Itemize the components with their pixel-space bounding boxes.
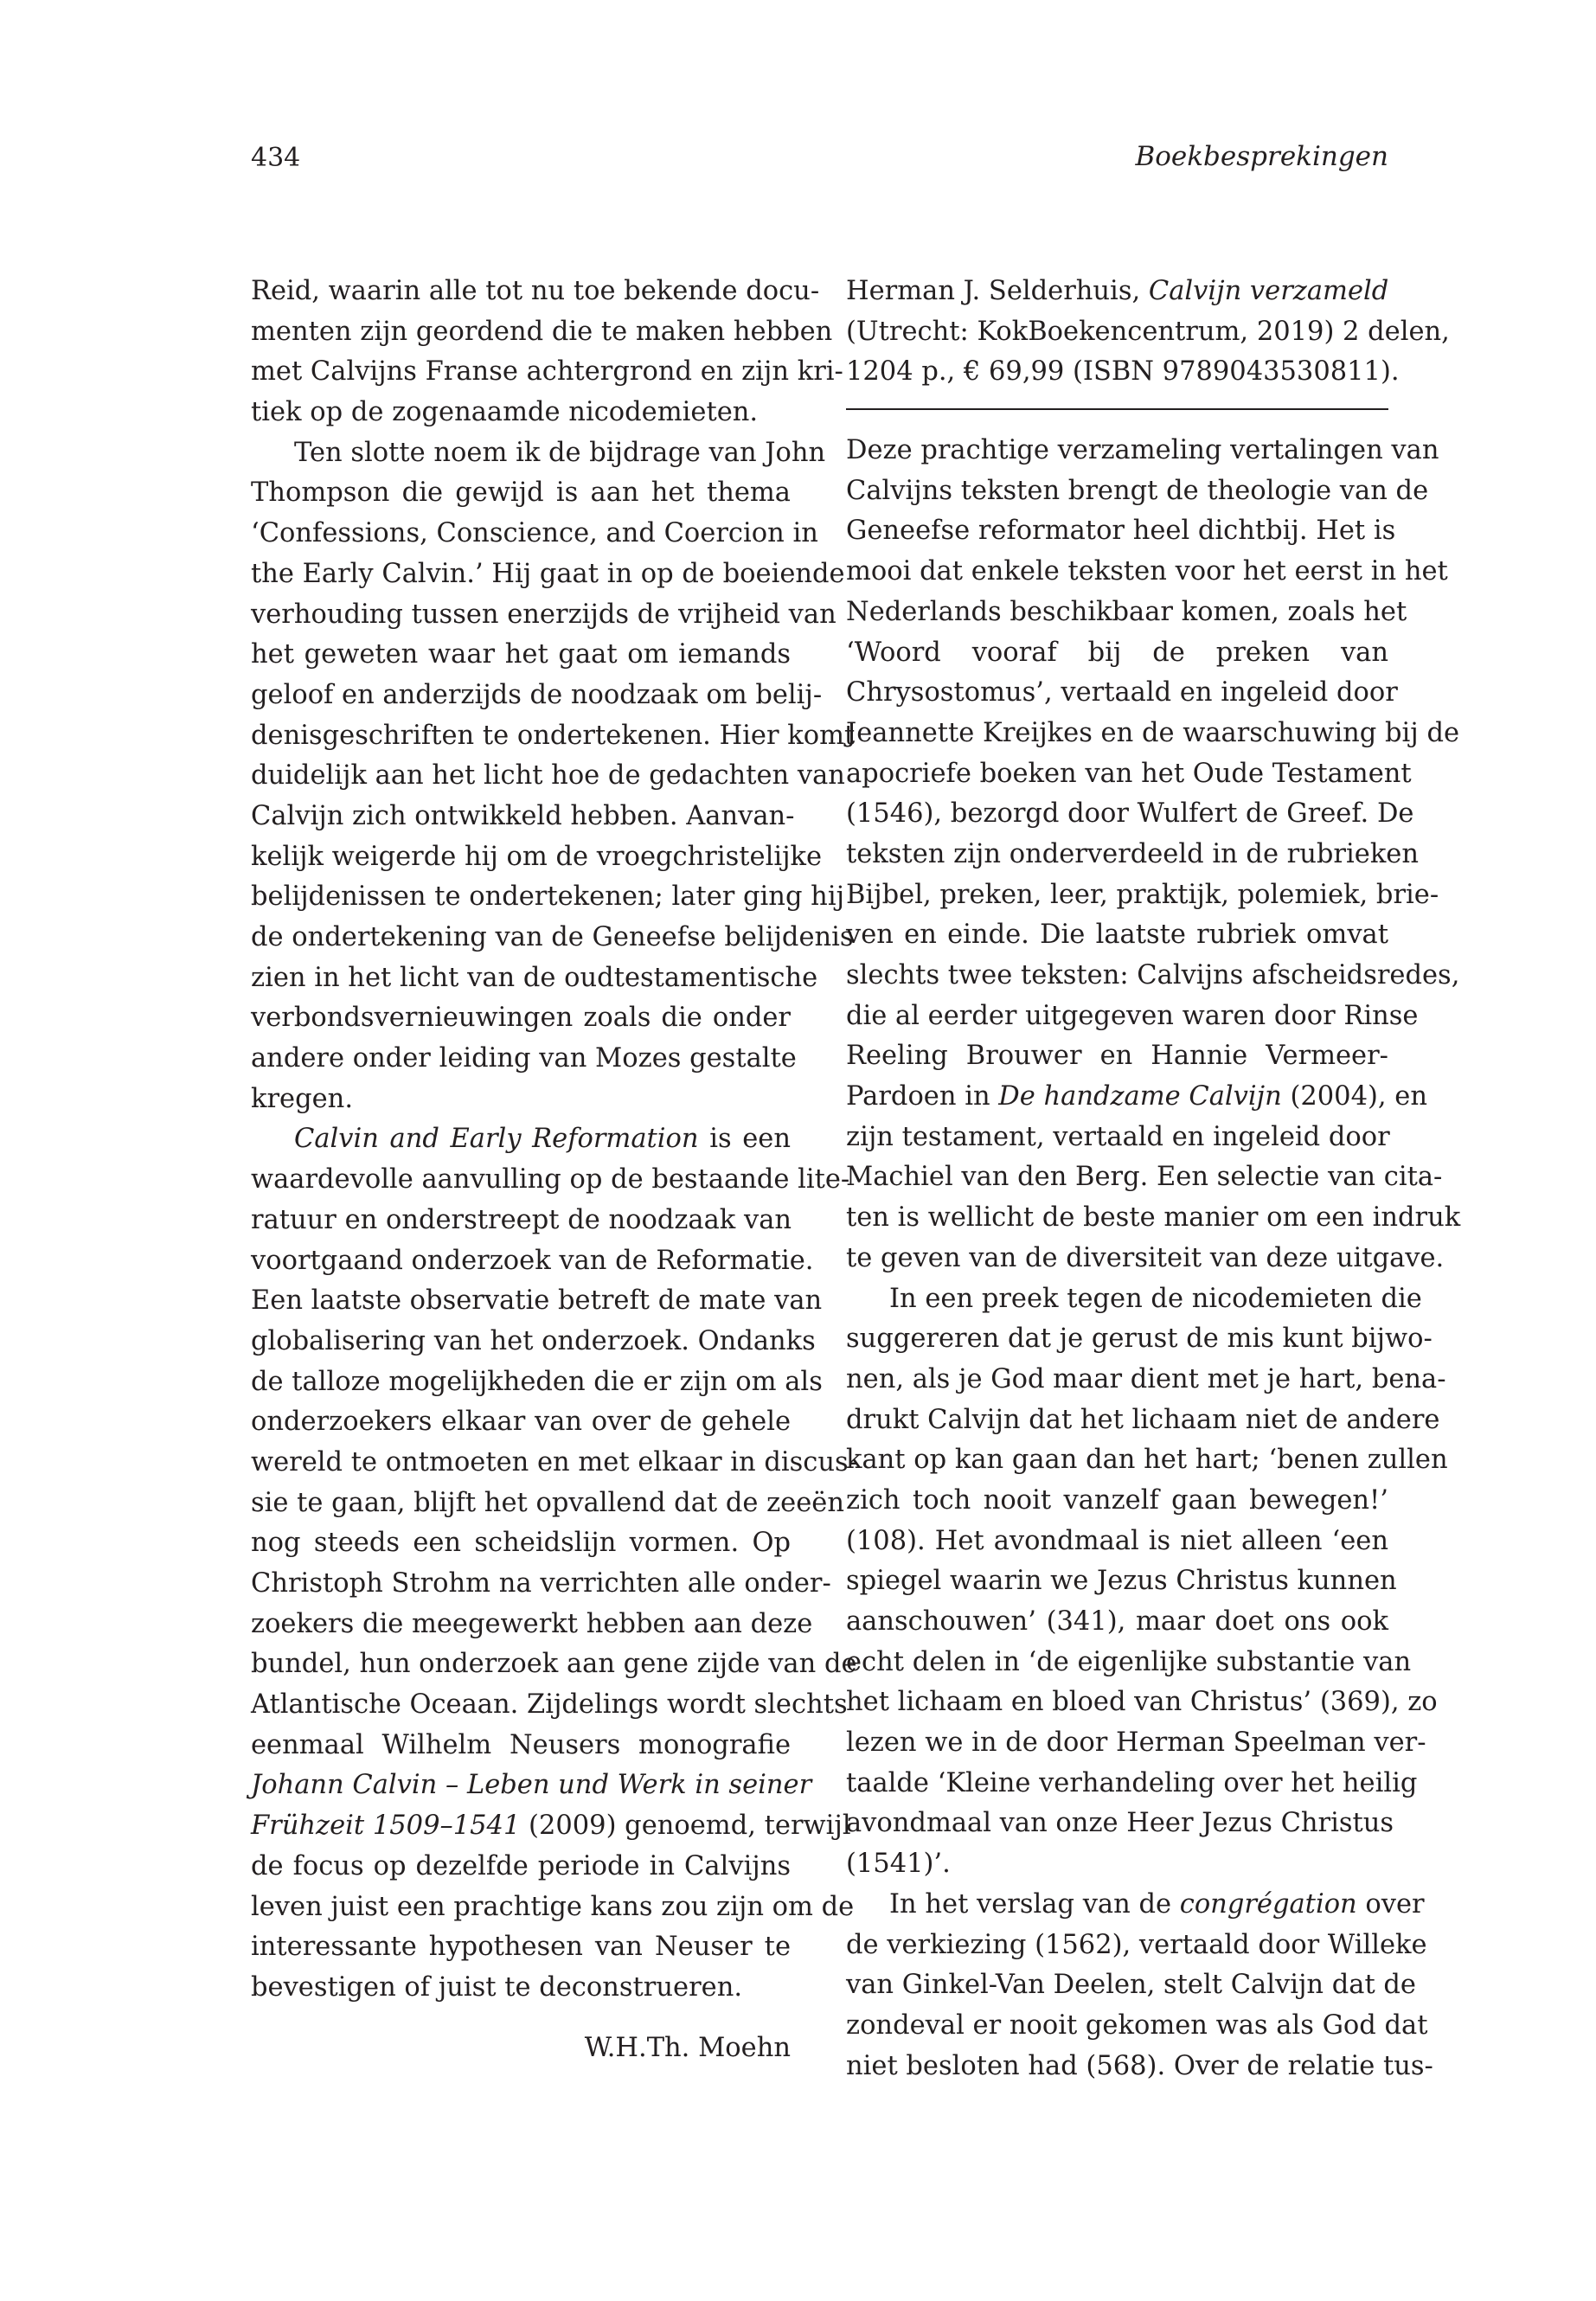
text-span: over xyxy=(1356,1888,1425,1920)
text-line: slechts twee teksten: Calvijns afscheidsredes, xyxy=(846,960,1460,990)
text-line: Christoph Strohm na verrichten alle onder- xyxy=(251,1568,831,1599)
text-line: (1541)’. xyxy=(846,1849,951,1880)
text-line: Calvijn zich ontwikkeld hebben. Aanvan- xyxy=(251,800,795,831)
text-line: tiek op de zogenaamde nicodemieten. xyxy=(251,397,759,428)
text-line: Machiel van den Berg. Een selectie van cita- xyxy=(846,1162,1443,1193)
text-line: Een laatste observatie betreft de mate van xyxy=(251,1285,823,1317)
text-line: lezen we in de door Herman Speelman ver- xyxy=(846,1727,1426,1759)
text-line: de talloze mogelijkheden die er zijn om als xyxy=(251,1366,823,1397)
text-line: te geven van de diversiteit van deze uitgave. xyxy=(846,1242,1445,1273)
text-line: denisgeschriften te ondertekenen. Hier komt xyxy=(251,720,856,751)
text-line: kregen. xyxy=(251,1083,354,1114)
text-span: In het verslag van de xyxy=(889,1888,1180,1920)
text-line: In een preek tegen de nicodemieten die xyxy=(889,1283,1422,1314)
text-line: Reeling Brouwer en Hannie Vermeer- xyxy=(846,1041,1388,1072)
text-line: Reid, waarin alle tot nu toe bekende docu- xyxy=(251,276,820,306)
italic-title: Frühzeit 1509–1541 xyxy=(251,1811,521,1842)
text-span: Pardoen in xyxy=(846,1081,999,1112)
text-line: leven juist een prachtige kans zou zijn om de xyxy=(251,1891,855,1922)
text-line: avondmaal van onze Heer Jezus Christus xyxy=(846,1808,1394,1839)
text-line: zoekers die meegewerkt hebben aan deze xyxy=(251,1608,813,1639)
citation-title: Calvijn verzameld xyxy=(1148,276,1389,306)
text-line xyxy=(251,1119,791,1160)
text-line xyxy=(846,1885,1425,1926)
text-line: ten is wellicht de beste manier om een indruk xyxy=(846,1202,1461,1234)
text-line xyxy=(251,1766,812,1806)
text-line: de ondertekening van de Geneefse belijdenis xyxy=(251,922,854,952)
text-line: spiegel waarin we Jezus Christus kunnen xyxy=(846,1566,1397,1597)
text-line: die al eerder uitgegeven waren door Rinse xyxy=(846,1000,1419,1031)
text-line: duidelijk aan het licht hoe de gedachten van xyxy=(251,760,845,792)
text-line: niet besloten had (568). Over de relatie tus- xyxy=(846,2050,1433,2081)
text-line: drukt Calvijn dat het lichaam niet de andere xyxy=(846,1404,1440,1435)
text-line: ratuur en onderstreept de noodzaak van xyxy=(251,1204,792,1235)
reviewer-signature: W.H.Th. Moehn xyxy=(584,2032,791,2063)
text-span: is een xyxy=(698,1124,791,1155)
text-line: interessante hypothesen van Neuser te xyxy=(251,1932,791,1963)
text-line: (1546), bezorgd door Wulfert de Greef. De xyxy=(846,798,1414,830)
text-line: echt delen in ‘de eigenlijke substantie van xyxy=(846,1646,1412,1677)
text-line: taalde ‘Kleine verhandeling over het heilig xyxy=(846,1767,1418,1798)
citation-rule xyxy=(846,408,1388,410)
text-line: zondeval er nooit gekomen was als God dat xyxy=(846,2009,1428,2041)
page-number: 434 xyxy=(251,143,301,173)
text-line: menten zijn geordend die te maken hebben xyxy=(251,316,833,347)
citation-author: Herman J. Selderhuis, xyxy=(846,276,1149,306)
italic-title: De handzame Calvijn xyxy=(998,1081,1282,1112)
text-span: (2004), en xyxy=(1281,1081,1427,1112)
text-line: verbondsvernieuwingen zoals die onder xyxy=(251,1003,791,1034)
italic-term: congrégation xyxy=(1179,1888,1357,1920)
text-line: ven en einde. Die laatste rubriek omvat xyxy=(846,920,1388,951)
text-line: belijdenissen te ondertekenen; later ging hij xyxy=(251,881,845,913)
text-line: kant op kan gaan dan het hart; ‘benen zullen xyxy=(846,1445,1448,1476)
italic-title: Johann Calvin – Leben und Werk in seiner xyxy=(251,1770,812,1801)
book-citation xyxy=(846,272,1450,393)
spacer xyxy=(251,2009,791,2029)
text-line: de focus op dezelfde periode in Calvijns xyxy=(251,1850,791,1881)
text-line: sie te gaan, blijft het opvallend dat de zeeën xyxy=(251,1487,844,1518)
right-column xyxy=(846,272,1461,2086)
citation-line: (Utrecht: KokBoekencentrum, 2019) 2 delen, xyxy=(846,316,1450,347)
text-line: eenmaal Wilhelm Neusers monografie xyxy=(251,1729,791,1760)
text-line: Thompson die gewijd is aan het thema xyxy=(251,478,791,509)
text-line: wereld te ontmoeten en met elkaar in discus- xyxy=(251,1446,857,1477)
text-line: de verkiezing (1562), vertaald door Willeke xyxy=(846,1929,1427,1960)
text-line: apocriefe boeken van het Oude Testament xyxy=(846,758,1412,789)
text-line: met Calvijns Franse achtergrond en zijn kri- xyxy=(251,356,843,388)
text-line: voortgaand onderzoek van de Reformatie. xyxy=(251,1245,814,1276)
citation-line xyxy=(846,272,1388,312)
text-line: het geweten waar het gaat om iemands xyxy=(251,639,791,670)
text-line: andere onder leiding van Mozes gestalte xyxy=(251,1043,797,1074)
text-line: geloof en anderzijds de noodzaak om belij- xyxy=(251,679,823,710)
text-line: ‘Woord vooraf bij de preken van xyxy=(846,637,1388,668)
text-span: (2009) genoemd, terwijl xyxy=(520,1811,851,1842)
running-head: Boekbesprekingen xyxy=(1135,141,1388,172)
text-line: mooi dat enkele teksten voor het eerst in het xyxy=(846,556,1448,587)
text-line: Calvijns teksten brengt de theologie van de xyxy=(846,475,1429,506)
text-line: Nederlands beschikbaar komen, zoals het xyxy=(846,596,1407,627)
text-line: teksten zijn onderverdeeld in de rubrieken xyxy=(846,838,1419,869)
citation-line: 1204 p., € 69,99 (ISBN 9789043530811). xyxy=(846,356,1400,388)
text-line: verhouding tussen enerzijds de vrijheid van xyxy=(251,599,836,630)
text-line: the Early Calvin.’ Hij gaat in op de boeiende xyxy=(251,558,845,589)
text-line: nen, als je God maar dient met je hart, bena- xyxy=(846,1363,1446,1394)
text-line: Geneefse reformator heel dichtbij. Het is xyxy=(846,516,1396,547)
text-line: Bijbel, preken, leer, praktijk, polemiek, brie- xyxy=(846,879,1439,910)
text-line: bevestigen of juist te deconstrueren. xyxy=(251,1971,743,2003)
italic-title: Calvin and Early Reformation xyxy=(294,1124,699,1155)
text-line: aanschouwen’ (341), maar doet ons ook xyxy=(846,1606,1388,1637)
text-line: van Ginkel-Van Deelen, stelt Calvijn dat de xyxy=(846,1970,1416,2001)
text-line: globalisering van het onderzoek. Ondanks xyxy=(251,1325,816,1356)
text-line: Deze prachtige verzameling vertalingen van xyxy=(846,435,1439,466)
text-line: Atlantische Oceaan. Zijdelings wordt slechts xyxy=(251,1689,848,1721)
text-line xyxy=(846,1077,1427,1118)
text-line: onderzoekers elkaar van over de gehele xyxy=(251,1407,791,1438)
text-line: (108). Het avondmaal is niet alleen ‘een xyxy=(846,1525,1388,1556)
text-line: zijn testament, vertaald en ingeleid door xyxy=(846,1121,1390,1152)
text-line: zich toch nooit vanzelf gaan bewegen!’ xyxy=(846,1484,1388,1516)
text-line: zien in het licht van de oudtestamentische xyxy=(251,962,818,993)
text-line: waardevolle aanvulling op de bestaande lite- xyxy=(251,1164,850,1195)
text-line: Ten slotte noem ik de bijdrage van John xyxy=(294,437,826,468)
left-column xyxy=(251,272,857,2068)
text-line: suggereren dat je gerust de mis kunt bijwo- xyxy=(846,1324,1433,1355)
text-line: Chrysostomus’, vertaald en ingeleid door xyxy=(846,677,1398,708)
text-line: het lichaam en bloed van Christus’ (369), zo xyxy=(846,1687,1438,1718)
text-line: nog steeds een scheidslijn vormen. Op xyxy=(251,1528,791,1559)
text-line: bundel, hun onderzoek aan gene zijde van de xyxy=(251,1649,857,1680)
text-line xyxy=(251,1806,851,1847)
text-line: Jeannette Kreijkes en de waarschuwing bij de xyxy=(846,717,1460,748)
text-line: kelijk weigerde hij om de vroegchristelijke xyxy=(251,841,823,872)
text-line: ‘Confessions, Conscience, and Coercion in xyxy=(251,518,818,549)
